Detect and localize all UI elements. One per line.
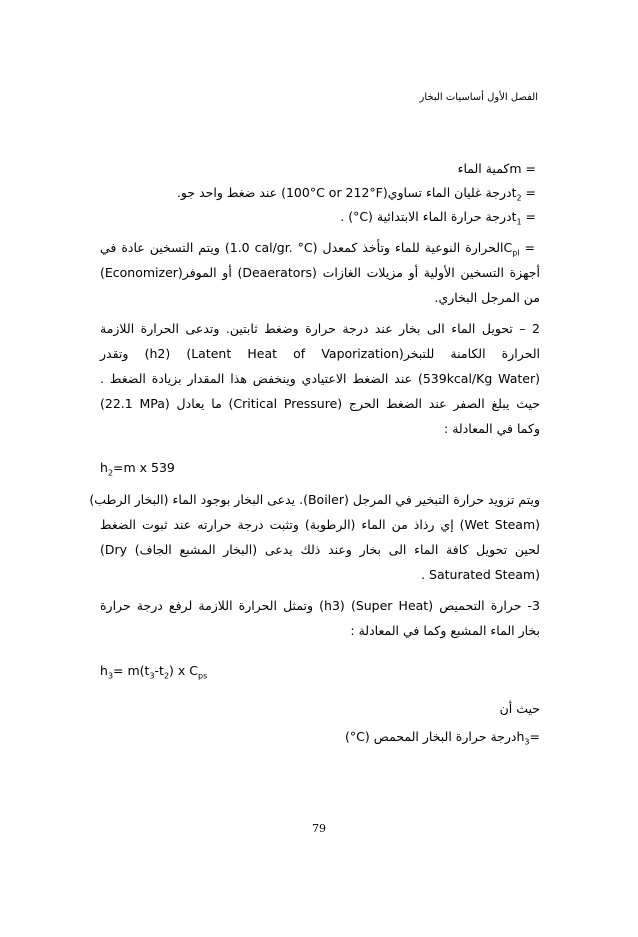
term-saturated-steam: Saturated Steam)	[429, 567, 540, 582]
boiler-line2: (Wet Steam) إي رذاذ من الماء (الرطوبة) وتثبت درجة حرارته عند ثبوت الضغط	[100, 517, 540, 532]
definition-m: m = كمية الماء	[457, 161, 540, 176]
item2-line3: (539kcal/Kg Water) عند الضغط الاعتيادي وينخفض هذا المقدار بزيادة الضغط .	[100, 371, 541, 386]
term-super-heat: (Super Heat)	[350, 598, 434, 613]
equation-h2: $h_2=m$ x 539	[100, 460, 175, 478]
term-economizer: (Economizer)	[100, 265, 183, 280]
definition-h3: $h_3=درجة$ حرارة البخار المحمص (°C)	[345, 729, 540, 747]
item3-line2: بخار الماء المشبع وكما في المعادلة :	[350, 623, 540, 638]
page-number: 79	[312, 822, 326, 835]
term-wet-steam: (Wet Steam)	[459, 517, 540, 532]
term-latent-heat: (Latent Heat of Vaporization)	[186, 346, 404, 361]
item2-line2: الحرارة الكامنة للتبخر(Latent Heat of Vaporization) (h2) وتقدر	[100, 346, 540, 361]
definition-cpl-line2: أجهزة التسخين الأولية أو مزيلات الغازات (Deaerators) أو الموفر(Economizer)	[100, 265, 540, 280]
definition-t1: $t_1$ = درجة حرارة الماء الابتدائية (°C) .	[340, 209, 540, 227]
boiler-line1: ويتم تزويد حرارة التبخير في المرجل (Boiler). يدعى البخار بوجود الماء (البخار الرطب)	[89, 492, 540, 507]
term-dry: (Dry	[100, 542, 128, 557]
item2-line4: حيث يبلغ الصفر عند الضغط الحرج (Critical Pressure) ما يعادل (22.1 MPa)	[100, 396, 541, 411]
boiling-point-value: 100°C or 212°F	[285, 185, 383, 200]
where-label: حيث أن	[499, 701, 540, 716]
boiler-line3: لحين تحويل كافة الماء الى بخار وعند ذلك يدعى (البخار المشبع الجاف) (Dry	[100, 542, 540, 557]
latent-heat-value: (539kcal/Kg Water)	[417, 371, 541, 386]
definition-cpl-line1: $C_{pl}$ = الحرارة النوعية للماء وتأخذ كمعدل (1.0 cal/gr. °C) ويتم التسخين عادة في	[100, 240, 540, 258]
term-critical-pressure: (Critical Pressure)	[228, 396, 343, 411]
boiler-line4: Saturated Steam) .	[421, 567, 540, 582]
equation-h3: $h_3= m(t_3-t_2)$ x $C_{ps}$	[100, 663, 208, 681]
term-boiler: (Boiler)	[303, 492, 349, 507]
item2-line5: وكما في المعادلة :	[444, 421, 540, 436]
definition-t2: $t_2$ = درجة غليان الماء تساوي(100°C or 212°F) عند ضغط واحد جو.	[176, 185, 540, 203]
definition-cpl-line3: من المرجل البخاري.	[434, 290, 540, 305]
page-header: الفصل الأول أساسيات البخار	[419, 92, 538, 103]
definition-m-text: كمية الماء	[457, 161, 510, 176]
critical-pressure-value: (22.1 MPa)	[100, 396, 170, 411]
item3-line1: 3- حرارة التحميص (Super Heat) (h3) وتمثل الحرارة اللازمة لرفع درجة حرارة	[100, 598, 540, 613]
item2-line1: 2 – تحويل الماء الى بخار عند درجة حرارة وضغط ثابتين. وتدعى الحرارة اللازمة	[100, 321, 540, 336]
specific-heat-value: (1.0 cal/gr. °C)	[224, 240, 318, 255]
term-deaerators: (Deaerators)	[237, 265, 317, 280]
